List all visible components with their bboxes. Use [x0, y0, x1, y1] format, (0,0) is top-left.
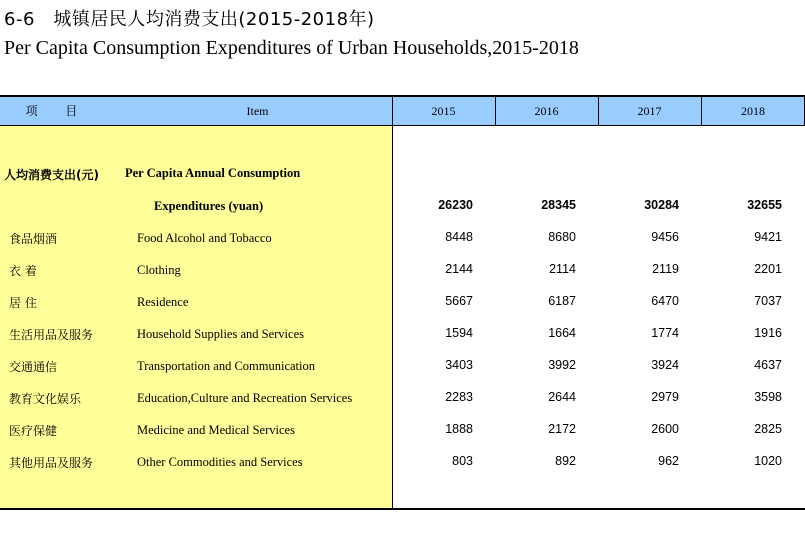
table-row	[0, 422, 805, 454]
table-row	[0, 358, 805, 390]
header-divider	[598, 97, 599, 125]
row-value-2016: 6187	[548, 294, 576, 308]
row-label-cn: 医疗保健	[9, 424, 58, 438]
row-value-2017: 2600	[651, 422, 679, 436]
row-value-2016: 2114	[549, 262, 576, 276]
total-value-2016: 28345	[541, 198, 576, 212]
row-value-2015: 1594	[445, 326, 473, 340]
total-value-2017: 30284	[644, 198, 679, 212]
row-value-2017: 2979	[651, 390, 679, 404]
row-label-en: Food Alcohol and Tobacco	[137, 231, 272, 245]
row-label-cn: 衣 着	[9, 264, 37, 278]
row-label-cn: 教育文化娱乐	[9, 392, 82, 406]
row-value-2015: 2283	[445, 390, 473, 404]
header-year-2015: 2015	[431, 104, 456, 118]
row-value-2015: 1888	[445, 422, 473, 436]
row-value-2015: 3403	[445, 358, 473, 372]
header-item-en: Item	[246, 104, 269, 118]
header-year-2016: 2016	[534, 104, 559, 118]
page-title-en: Per Capita Consumption Expenditures of Urban Households,2015-2018	[4, 37, 579, 59]
row-value-2018: 7037	[754, 294, 782, 308]
row-value-2017: 6470	[651, 294, 679, 308]
header-divider	[495, 97, 496, 125]
row-label-cn: 生活用品及服务	[9, 328, 94, 342]
row-value-2016: 1664	[548, 326, 576, 340]
row-label-en: Other Commodities and Services	[137, 455, 303, 469]
page-title-cn: 6-6 城镇居民人均消费支出(2015-2018年)	[4, 9, 375, 30]
row-value-2018: 2201	[754, 262, 782, 276]
row-label-en: Residence	[137, 295, 189, 309]
row-value-2017: 9456	[651, 230, 679, 244]
row-value-2016: 892	[555, 454, 576, 468]
row-label-cn: 交通通信	[9, 360, 58, 374]
table-row	[0, 454, 805, 486]
row-value-2017: 2119	[652, 262, 679, 276]
row-label-en: Household Supplies and Services	[137, 327, 304, 341]
header-divider	[392, 97, 393, 125]
row-value-2018: 4637	[754, 358, 782, 372]
header-item-cn: 项 目	[25, 104, 90, 118]
total-label-en-line2: Expenditures (yuan)	[154, 199, 264, 213]
row-value-2015: 2144	[445, 262, 473, 276]
row-value-2015: 5667	[445, 294, 473, 308]
total-label-en-line1: Per Capita Annual Consumption	[125, 166, 301, 180]
total-value-2018: 32655	[747, 198, 782, 212]
row-value-2018: 9421	[754, 230, 782, 244]
table-row	[0, 390, 805, 422]
header-divider	[701, 97, 702, 125]
row-value-2018: 3598	[754, 390, 782, 404]
row-value-2016: 2172	[548, 422, 576, 436]
header-year-2017: 2017	[637, 104, 662, 118]
row-value-2016: 8680	[548, 230, 576, 244]
row-value-2016: 3992	[548, 358, 576, 372]
table-row	[0, 294, 805, 326]
row-label-en: Clothing	[137, 263, 181, 277]
table-row	[0, 262, 805, 294]
row-label-cn: 其他用品及服务	[9, 456, 94, 470]
row-label-cn: 食品烟酒	[9, 232, 58, 246]
total-label-cn: 人均消费支出(元)	[4, 168, 99, 182]
row-value-2017: 3924	[651, 358, 679, 372]
row-value-2016: 2644	[548, 390, 576, 404]
row-value-2018: 1020	[754, 454, 782, 468]
table-row	[0, 230, 805, 262]
total-value-2015: 26230	[438, 198, 473, 212]
row-label-en: Transportation and Communication	[137, 359, 315, 373]
row-label-cn: 居 住	[9, 296, 37, 310]
row-value-2017: 962	[658, 454, 679, 468]
bottom-rule	[0, 508, 805, 510]
table-row	[0, 326, 805, 358]
row-value-2018: 2825	[754, 422, 782, 436]
row-label-en: Education,Culture and Recreation Services	[137, 391, 353, 405]
row-value-2018: 1916	[754, 326, 782, 340]
row-value-2015: 8448	[445, 230, 473, 244]
row-label-en: Medicine and Medical Services	[137, 423, 295, 437]
row-value-2015: 803	[452, 454, 473, 468]
header-year-2018: 2018	[741, 104, 765, 118]
row-value-2017: 1774	[651, 326, 679, 340]
